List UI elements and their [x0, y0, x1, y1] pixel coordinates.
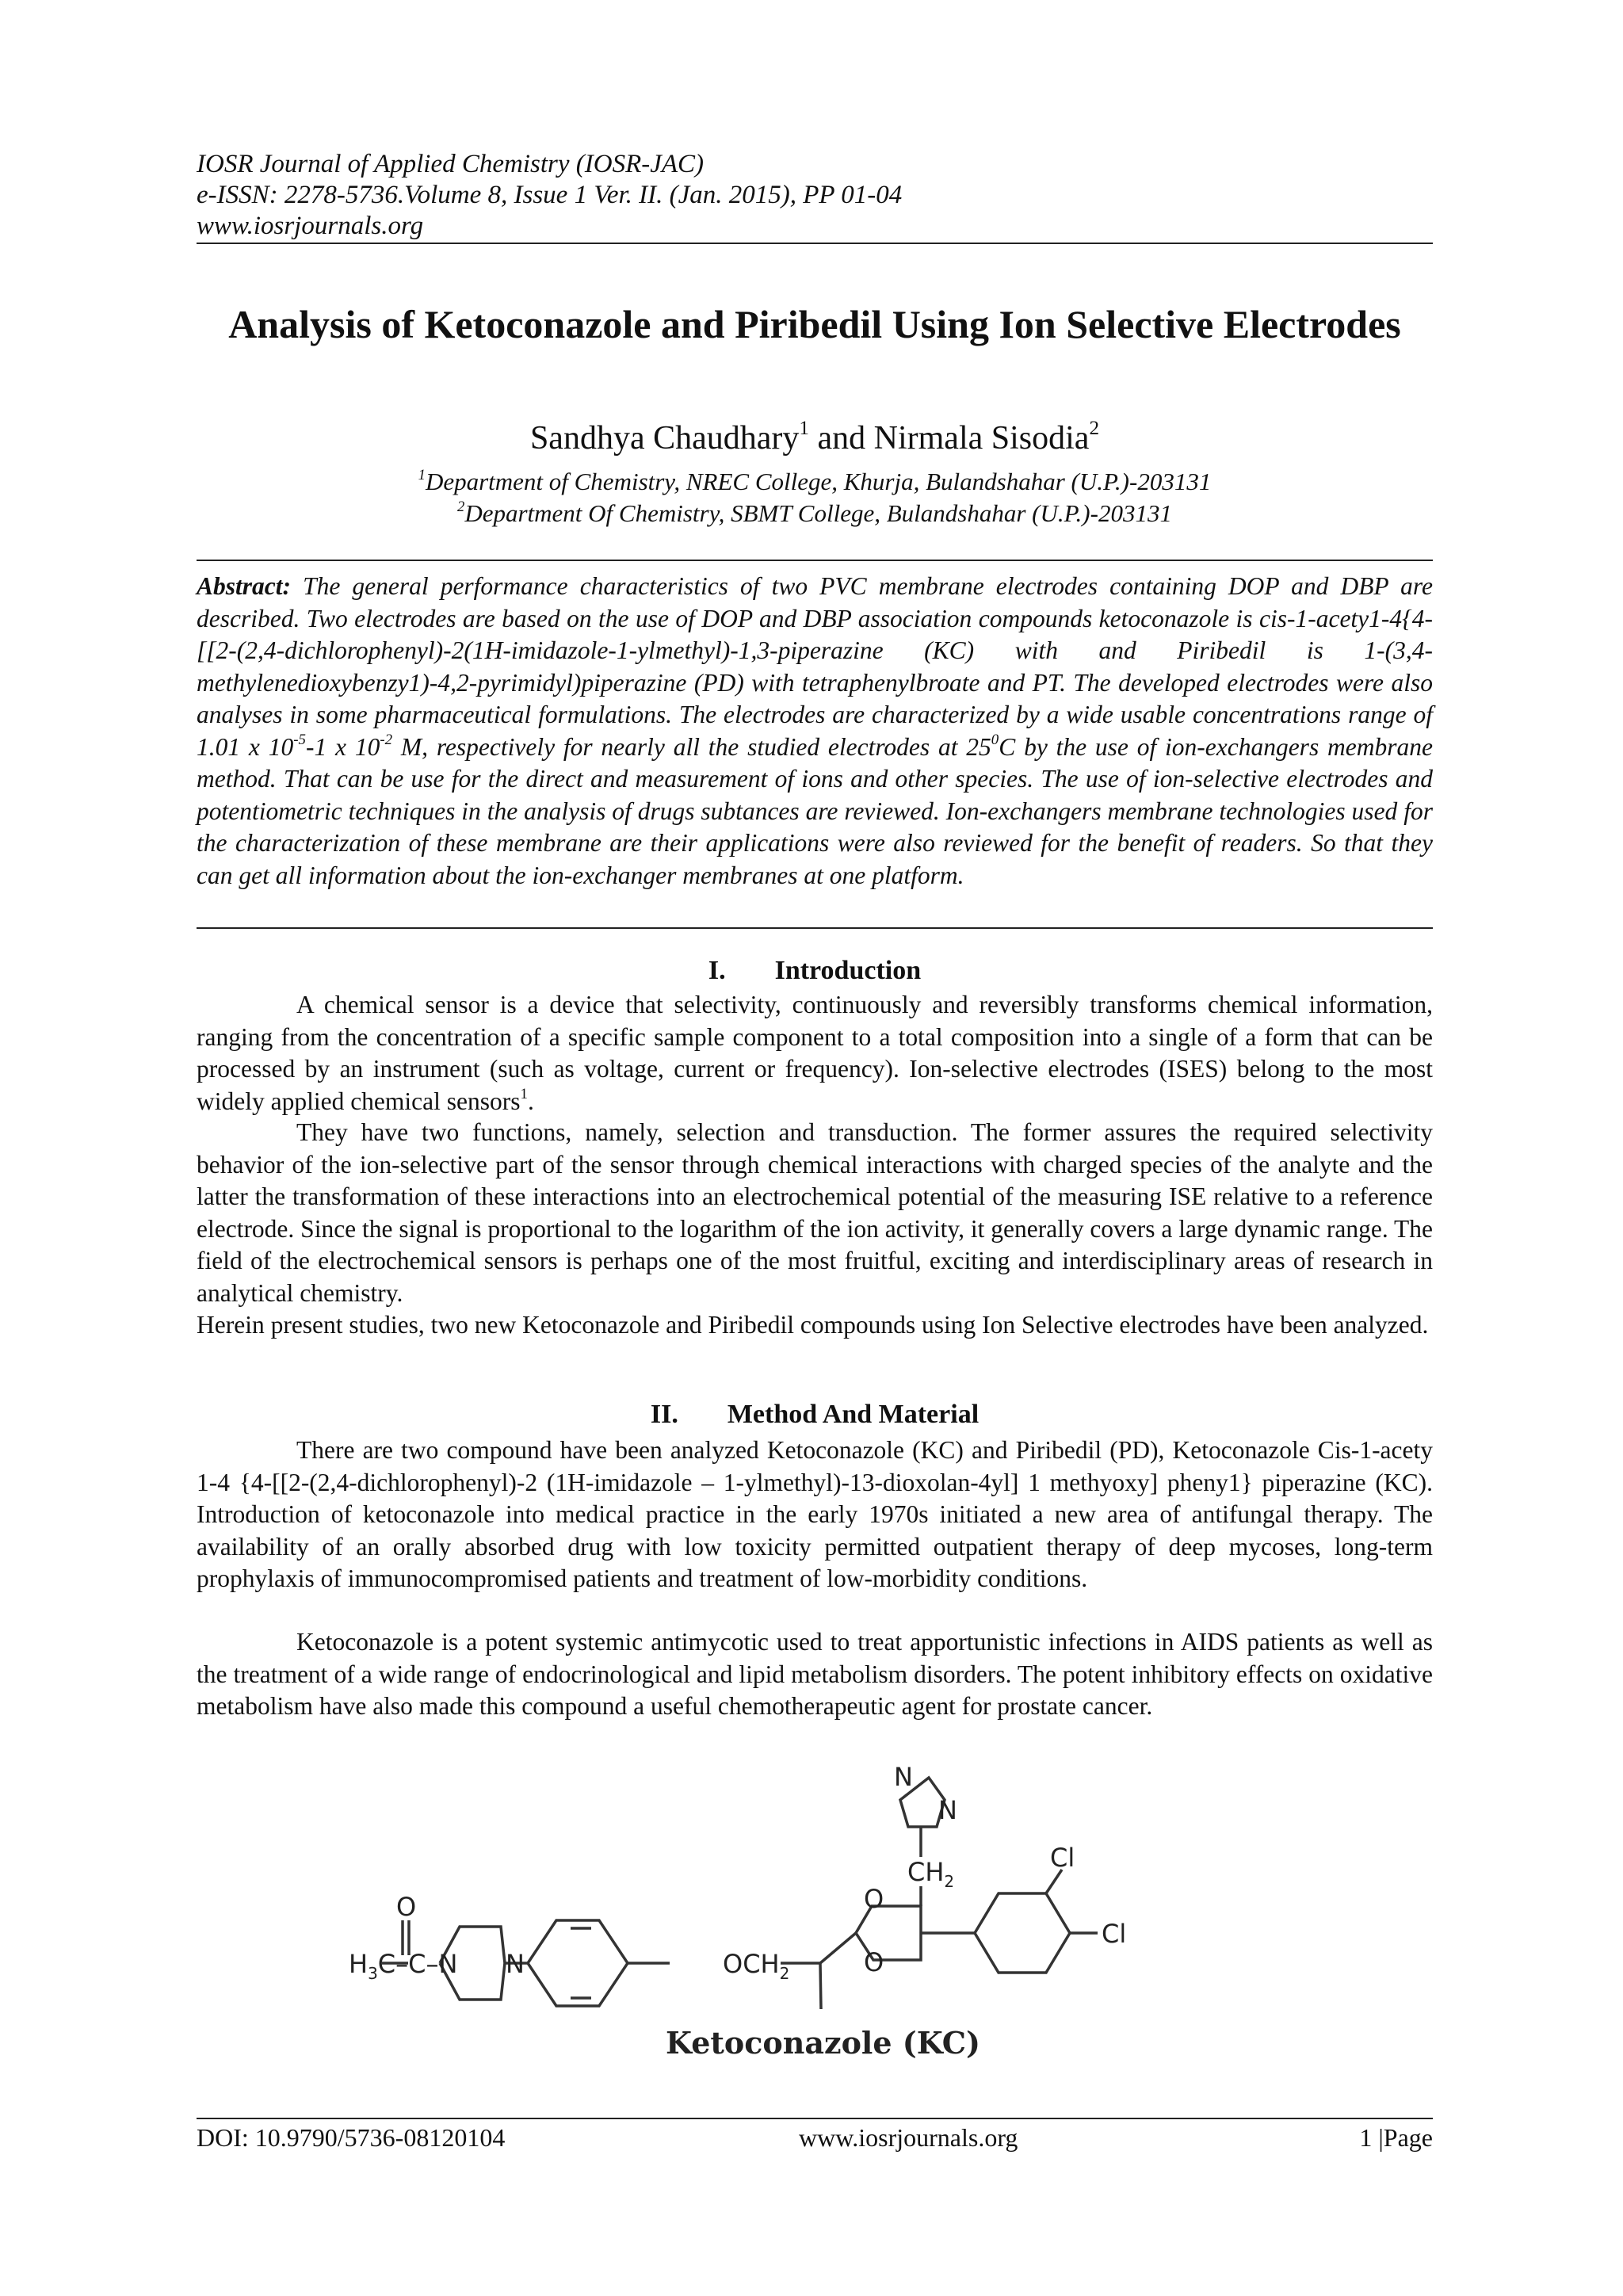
abstract-text: The general performance characteristics of two PVC membrane electrodes containing DOP and DBP are described. Two electrodes are based on the use of DOP and DBP association compounds ketoconazole is cis-1-acety1-4{4-[[2-(2,4-dichlorophenyl)-2(1H-imidazole-1-ylmethyl)-1,3-piperazine (KC) with and Piribedil is 1-(3,4-methylenedioxybenzy1)-4,2-pyrimidyl)piperazine (PD) with tetraphenylbroate and PT. The developed electrodes were also analyses in some pharmaceutical formulations. The electrodes are characterized by a wide usable concentrations range of 1.01 x 10: [197, 572, 1433, 761]
author-affil-mark: 1: [799, 418, 809, 440]
affil-text: Department Of Chemistry, SBMT College, Bulandshahar (U.P.)-203131: [464, 499, 1172, 527]
author-name: Sandhya Chaudhary: [529, 420, 800, 457]
figure-caption: Ketoconazole (KC): [666, 2025, 980, 2061]
affiliation: [197, 499, 1433, 528]
issn-line: e-ISSN: 2278-5736.Volume 8, Issue 1 Ver. II. (Jan. 2015), PP 01-04: [197, 181, 903, 209]
structure-label: N: [938, 1795, 957, 1825]
abstract-bottom-rule: [197, 927, 1433, 929]
paragraph-text: A chemical sensor is a device that selectivity, continuously and reversibly transforms chemical information, ranging from the concentration of a specific sample component to a total composition into a single of a form that can be processed by an instrument (such as voltage, current or frequency). Ion-selective electrodes (ISES) belong to the most widely applied chemical sensors: [197, 991, 1433, 1115]
exponent: -5: [293, 732, 306, 749]
structure-label: O: [864, 1884, 884, 1914]
method-paragraph-2: Ketoconazole is a potent systemic antimycotic used to treat apportunistic infections in AIDS patients as well as the treatment of a wide range of endocrinological and lipid metabolism disorders. The potent inhibitory effects on oxidative metabolism have also made this compound a useful chemotherapeutic agent for prostate cancer.: [197, 1628, 1433, 1720]
affil-mark: 2: [457, 498, 465, 515]
affil-text: Department of Chemistry, NREC College, Khurja, Bulandshahar (U.P.)-203131: [425, 468, 1212, 495]
affiliation: [197, 468, 1433, 496]
structure-label: N: [894, 1762, 913, 1792]
structure-label: Cl: [1050, 1843, 1075, 1873]
chemical-structure: [349, 1748, 1268, 2112]
exponent: 0: [991, 732, 999, 749]
author-line: [197, 418, 1433, 458]
paragraph-text: .: [527, 1087, 534, 1115]
citation-mark: 1: [520, 1086, 528, 1103]
abstract-text: -1 x 10: [305, 732, 380, 761]
abstract: [197, 571, 1433, 892]
intro-paragraph-1: [197, 989, 1433, 1117]
author-conjunction: and: [808, 420, 874, 457]
structure-label: $H_3C-C-N$: [349, 1949, 458, 1983]
structure-label: $CH_2$: [907, 1857, 955, 1891]
footer-page-number: 1 |Page: [1359, 2123, 1433, 2152]
section-title: Introduction: [774, 956, 922, 985]
intro-paragraph-3: Herein present studies, two new Ketoconazole and Piribedil compounds using Ion Selective electrodes have been analyzed.: [197, 1311, 1429, 1339]
structure-label: O: [864, 1947, 884, 1977]
abstract-top-rule: [197, 560, 1433, 561]
section-heading-method: [197, 1399, 1433, 1431]
exponent: -2: [380, 732, 393, 749]
footer-website: www.iosrjournals.org: [799, 2123, 1018, 2152]
section-number: I.: [708, 956, 726, 985]
section-title: Method And Material: [727, 1400, 980, 1429]
structure-label: $OCH_2$: [723, 1949, 790, 1983]
paper-title: Analysis of Ketoconazole and Piribedil Using Ion Selective Electrodes: [228, 302, 1401, 346]
abstract-label: Abstract:: [197, 572, 292, 600]
abstract-text: C by the use of ion-exchangers membrane method. That can be use for the direct and measurement of ions and other species. The use of ion-selective electrodes and potentiometric techniques in the analysis of drugs subtances are reviewed. Ion-exchangers membrane technologies used for the characterization of these membrane are their applications were also reviewed for the benefit of readers. So that they can get all information about the ion-exchanger membranes at one platform.: [197, 732, 1433, 889]
ketoconazole-structure-figure: [349, 1748, 1268, 2112]
footer-rule: [197, 2118, 1433, 2119]
section-heading-introduction: [197, 955, 1433, 987]
affil-mark: 1: [418, 466, 426, 483]
abstract-text: M, respectively for nearly all the studied electrodes at 25: [392, 732, 991, 761]
author-affil-mark: 2: [1089, 418, 1100, 440]
journal-name: IOSR Journal of Applied Chemistry (IOSR-JAC): [197, 150, 705, 178]
section-number: II.: [650, 1400, 678, 1429]
journal-website: www.iosrjournals.org: [197, 212, 424, 240]
method-paragraph-1: There are two compound have been analyzed Ketoconazole (KC) and Piribedil (PD), Ketoconazole Cis-1-acety 1-4 {4-[[2-(2,4-dichlorophenyl)-2 (1H-imidazole – 1-ylmethyl)-13-dioxolan-4yl] 1 methyoxy] pheny1} piperazine (KC). Introduction of ketoconazole into medical practice in the early 1970s initiated a new area of antifungal therapy. The availability of an orally absorbed drug with low toxicity permitted outpatient therapy of deep mycoses, long-term prophylaxis of immunocompromised patients and treatment of low-morbidity conditions.: [197, 1436, 1433, 1592]
intro-paragraph-2: They have two functions, namely, selection and transduction. The former assures the required selectivity behavior of the ion-selective part of the sensor through chemical interactions with charged species of the analyte and the latter the transformation of these interactions into an electrochemical potential of the measuring ISE relative to a reference electrode. Since the signal is proportional to the logarithm of the ion activity, it generally covers a large dynamic range. The field of the electrochemical sensors is perhaps one of the most fruitful, exciting and interdisciplinary areas of research in analytical chemistry.: [197, 1118, 1433, 1307]
footer-doi: DOI: 10.9790/5736-08120104: [197, 2123, 506, 2152]
journal-header: [197, 149, 1433, 242]
header-rule: [197, 243, 1433, 244]
structure-label: O: [396, 1892, 417, 1922]
author-name: Nirmala Sisodia: [873, 420, 1090, 457]
structure-label: N: [506, 1949, 525, 1979]
structure-label: Cl: [1102, 1919, 1127, 1949]
